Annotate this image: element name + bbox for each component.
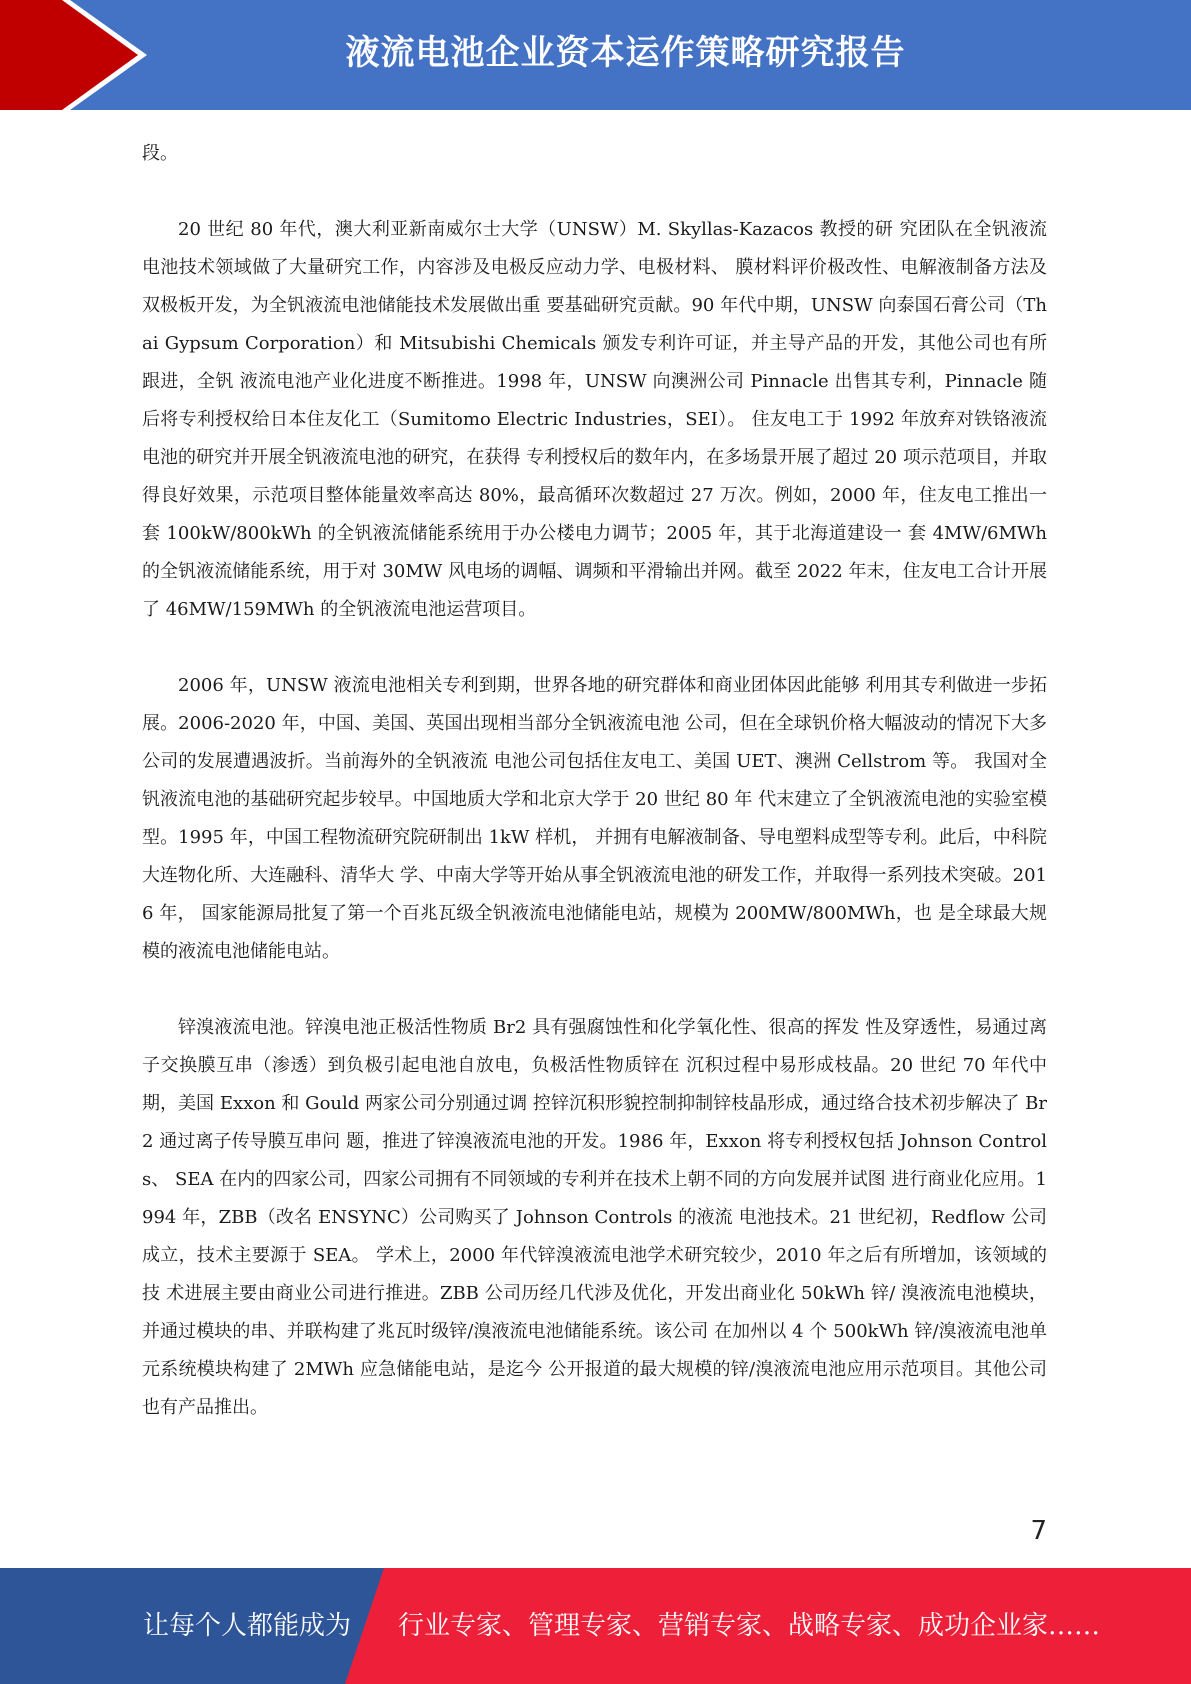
footer-slogan-right: 行业专家、管理专家、营销专家、战略专家、成功企业家…… xyxy=(398,1611,1101,1641)
paragraph-vanadium-history: 20 世纪 80 年代，澳大利亚新南威尔士大学（UNSW）M. Skyllas-Kazacos 教授的研 究团队在全钒液流电池技术领域做了大量研究工作，内容涉及电极反应动力学、电极材料、 膜材料评价极改性、电解液制备方法及双极板开发，为全钒液流电池储能技术发展做出重 要基础研究贡献。90 年代中期，UNSW 向泰国石膏公司（Thai Gypsum Corporation）和 Mitsubishi Chemicals 颁发专利许可证，并主导产品的开发，其他公司也有所跟进，全钒 液流电池产业化进度不断推进。1998 年，UNSW 向澳洲公司 Pinnacle 出售其专利，Pinnacle 随后将专利授权给日本住友化工（Sumitomo Electric Industries，SEI）。 住友电工于 1992 年放弃对铁铬液流电池的研究并开展全钒液流电池的研究，在获得 专利授权后的数年内，在多场景开展了超过 20 项示范项目，并取得良好效果，示范项目整体能量效率高达 80%，最高循环次数超过 27 万次。例如，2000 年，住友电工推出一套 100kW/800kWh 的全钒液流储能系统用于办公楼电力调节；2005 年，其于北海道建设一 套 4MW/6MWh 的全钒液流储能系统，用于对 30MW 风电场的调幅、调频和平滑输出并网。截至 2022 年末，住友电工合计开展了 46MW/159MWh 的全钒液流电池运营项目。 xyxy=(142,219,1047,620)
report-title: 液流电池企业资本运作策略研究报告 xyxy=(345,33,906,73)
paragraph-continuation: 段。 xyxy=(142,143,178,164)
document-body xyxy=(142,135,1047,1427)
paragraph-zinc-bromine: 锌溴液流电池。锌溴电池正极活性物质 Br2 具有强腐蚀性和化学氧化性、很高的挥发 性及穿透性，易通过离子交换膜互串（渗透）到负极引起电池自放电，负极活性物质锌在 沉积过程中易形成枝晶。20 世纪 70 年代中期，美国 Exxon 和 Gould 两家公司分别通过调 控锌沉积形貌控制抑制锌枝晶形成，通过络合技术初步解决了 Br2 通过离子传导膜互串问 题，推进了锌溴液流电池的开发。1986 年，Exxon 将专利授权包括 Johnson Controls、 SEA 在内的四家公司，四家公司拥有不同领域的专利并在技术上朝不同的方向发展并试图 进行商业化应用。1994 年，ZBB（改名 ENSYNC）公司购买了 Johnson Controls 的液流 电池技术。21 世纪初，Redflow 公司成立，技术主要源于 SEA。 学术上，2000 年代锌溴液流电池学术研究较少，2010 年之后有所增加，该领域的技 术进展主要由商业公司进行推进。ZBB 公司历经几代涉及优化，开发出商业化 50kWh 锌/ 溴液流电池模块，并通过模块的串、并联构建了兆瓦时级锌/溴液流电池储能系统。该公司 在加州以 4 个 500kWh 锌/溴液流电池单元系统模块构建了 2MWh 应急储能电站，是迄今 公开报道的最大规模的锌/溴液流电池应用示范项目。其他公司也有产品推出。 xyxy=(142,1017,1047,1418)
paragraph-vanadium-development: 2006 年，UNSW 液流电池相关专利到期，世界各地的研究群体和商业团体因此能够 利用其专利做进一步拓展。2006-2020 年，中国、美国、英国出现相当部分全钒液流电池 公司，但在全球钒价格大幅波动的情况下大多公司的发展遭遇波折。当前海外的全钒液流 电池公司包括住友电工、美国 UET、澳洲 Cellstrom 等。 我国对全钒液流电池的基础研究起步较早。中国地质大学和北京大学于 20 世纪 80 年 代末建立了全钒液流电池的实验室模型。1995 年，中国工程物流研究院研制出 1kW 样机， 并拥有电解液制备、导电塑料成型等专利。此后，中科院大连物化所、大连融科、清华大 学、中南大学等开始从事全钒液流电池的研发工作，并取得一系列技术突破。2016 年， 国家能源局批复了第一个百兆瓦级全钒液流电池储能电站，规模为 200MW/800MWh，也 是全球最大规模的液流电池储能电站。 xyxy=(142,675,1047,962)
page-footer xyxy=(0,1568,1191,1684)
page-header xyxy=(0,0,1191,110)
page-number: 7 xyxy=(1030,1516,1047,1546)
footer-slogan-left: 让每个人都能成为 xyxy=(143,1611,352,1641)
